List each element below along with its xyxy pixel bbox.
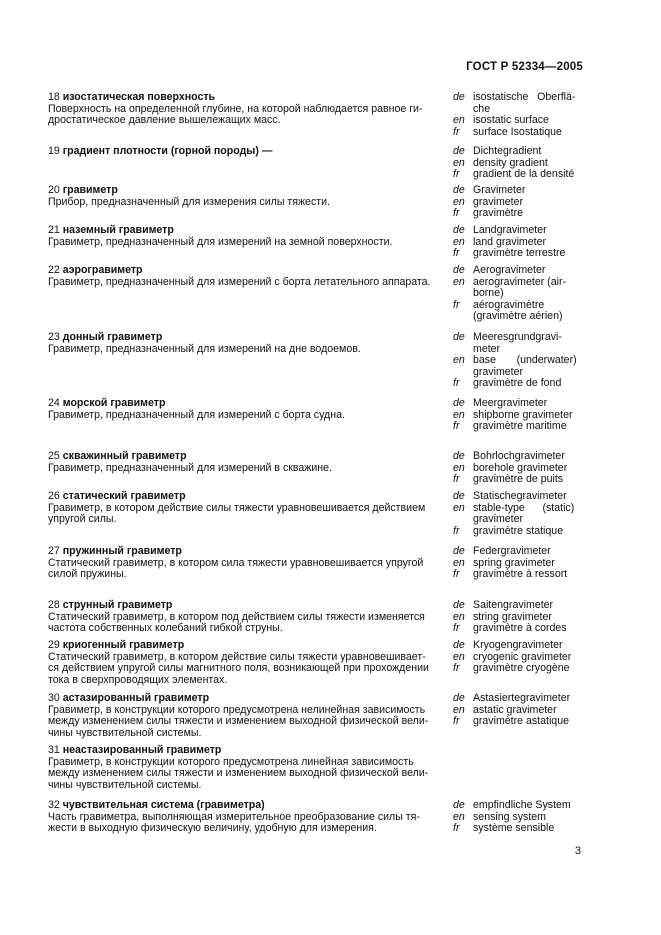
equivalent-row [453, 185, 583, 197]
language-code: fr [453, 247, 460, 259]
equivalent-term: gravimeter [473, 195, 524, 208]
document-header: ГОСТ Р 52334—2005 [466, 61, 583, 73]
term-definition-line: между изменением силы тяжести и изменением выходной физической вели- [48, 715, 429, 727]
equivalent-term: gravimeter [473, 513, 524, 525]
term-number: 26 [48, 490, 60, 502]
term-number: 20 [48, 184, 60, 196]
language-code: de [453, 545, 465, 557]
equivalent-term: astatic gravimeter [473, 703, 557, 716]
language-code: en [453, 156, 465, 169]
equivalent-term: borne) [473, 287, 504, 299]
term-entry [48, 184, 583, 219]
equivalent-term: aérogravimètre [473, 298, 545, 311]
term-heading [48, 185, 444, 197]
term-definition-line: Поверхность на определенной глубине, на которой наблюдается равное ги- [48, 102, 423, 115]
equivalent-term: Statischegravimeter [473, 490, 567, 502]
equivalent-term: Astasiertegravimeter [473, 692, 571, 704]
equivalent-row [453, 92, 583, 104]
term-definition-line: силой пружины. [48, 568, 127, 580]
term-entry [48, 546, 583, 581]
term-definition-line: частота собственных колебаний гибкой струны. [48, 622, 283, 634]
language-code: fr [453, 524, 460, 537]
term-number: 24 [48, 397, 60, 409]
foreign-equivalents [453, 600, 583, 635]
language-code [453, 514, 473, 526]
equivalent-term: gravimètre maritime [473, 420, 567, 432]
language-code: en [453, 501, 465, 514]
equivalent-row [453, 623, 583, 635]
equivalent-row [453, 355, 583, 367]
equivalent-row [453, 169, 583, 181]
term-definition-line: Гравиметр, в конструкции которого предусмотрена линейная зависимость [48, 755, 414, 768]
term-definition-line: Гравиметр, предназначенный для измерений в скважине. [48, 461, 332, 474]
equivalent-term: Dichtegradient [473, 145, 542, 157]
equivalent-term: Landgravimeter [473, 224, 547, 236]
term-definition-line: Часть гравиметра, выполняющая измерительное преобразование силы тя- [48, 810, 420, 823]
equivalent-term: gravimètre [473, 207, 524, 219]
equivalent-term: Kryogengravimeter [473, 639, 563, 651]
term-number: 23 [48, 331, 60, 343]
term-definition-line: Гравиметр, в котором действие силы тяжести уравновешивается действием [48, 501, 426, 514]
term-definition-line: чины чувствительной системы. [48, 778, 202, 791]
language-code: en [453, 275, 465, 288]
language-code: en [453, 650, 465, 663]
term-entry [48, 264, 583, 322]
language-code: de [453, 397, 465, 409]
term-definition-line: тока в сверхпроводящих элементах. [48, 673, 228, 686]
equivalent-term: aerogravimeter (air- [473, 275, 567, 288]
equivalent-row [453, 716, 583, 728]
language-code: de [453, 639, 465, 651]
term-entry [48, 331, 583, 389]
term-heading [48, 92, 444, 104]
equivalent-term: Meeresgrundgravi- [473, 331, 562, 343]
term-number: 21 [48, 224, 60, 236]
equivalent-term: gravimètre astatique [473, 715, 569, 727]
term-entry [48, 224, 583, 259]
equivalent-row [453, 288, 583, 300]
equivalent-term: base (underwater) [473, 354, 577, 366]
equivalent-row [453, 451, 583, 463]
equivalent-term: (gravimètre aérien) [473, 310, 563, 322]
equivalent-row [453, 248, 583, 260]
equivalent-row [453, 546, 583, 558]
term-heading [48, 745, 444, 757]
language-code: en [453, 703, 465, 716]
language-code: fr [453, 125, 460, 138]
equivalent-term: isostatische Oberflä- [473, 91, 576, 103]
equivalent-row [453, 378, 583, 390]
equivalent-term: Meergravimeter [473, 397, 548, 409]
language-code: en [453, 114, 465, 126]
term-entry [48, 745, 583, 791]
term-heading [48, 693, 444, 705]
term-ru [48, 745, 444, 791]
equivalent-term: gradient de la densité [473, 168, 575, 180]
term-number: 31 [48, 744, 60, 756]
equivalent-term: système sensible [473, 822, 555, 834]
equivalent-term: Aerogravimeter [473, 264, 546, 276]
equivalent-term: Bohrlochgravimeter [473, 450, 565, 462]
equivalent-row [453, 640, 583, 652]
equivalent-row [453, 311, 583, 323]
language-code: de [453, 799, 465, 811]
equivalent-row [453, 474, 583, 486]
language-code: fr [453, 662, 460, 674]
term-ru [48, 640, 444, 686]
term-definition-line: между изменением силы тяжести и изменением выходной физической вели- [48, 767, 429, 779]
language-code: fr [453, 568, 460, 580]
equivalent-row [453, 663, 583, 675]
term-ru [48, 225, 444, 248]
equivalent-term: gravimètre de puits [473, 473, 564, 485]
equivalent-row [453, 115, 583, 127]
term-definition-line: Гравиметр, предназначенный для измерений на земной поверхности. [48, 235, 393, 248]
language-code: fr [453, 715, 460, 727]
language-code: de [453, 331, 465, 343]
term-entry [48, 600, 583, 635]
term-name: статический гравиметр [62, 490, 186, 502]
page-number: 3 [574, 845, 581, 857]
term-heading [48, 800, 444, 812]
equivalent-term: spring gravimeter [473, 556, 555, 569]
term-name: морской гравиметр [62, 397, 166, 409]
language-code: en [453, 610, 465, 623]
term-number: 29 [48, 639, 60, 651]
equivalent-row [453, 421, 583, 433]
term-definition-line: Статический гравиметр, в котором под действием силы тяжести изменяется [48, 610, 425, 623]
term-heading [48, 491, 444, 503]
equivalent-term: land gravimeter [473, 235, 547, 248]
equivalent-term: gravimètre à ressort [473, 568, 568, 580]
term-definition-line: Прибор, предназначенный для измерения силы тяжести. [48, 195, 330, 208]
language-code: en [453, 461, 465, 474]
foreign-equivalents [453, 225, 583, 260]
equivalent-row [453, 600, 583, 612]
term-definition-line: дростатическое давление вышележащих масс. [48, 114, 281, 126]
equivalent-term: density gradient [473, 156, 548, 169]
term-heading [48, 146, 444, 158]
term-number: 27 [48, 545, 60, 557]
term-definition-line: чины чувствительной системы. [48, 726, 202, 739]
foreign-equivalents [453, 398, 583, 433]
term-name: градиент плотности (горной породы) — [62, 145, 273, 157]
term-heading [48, 225, 444, 237]
language-code: de [453, 264, 465, 276]
term-ru [48, 451, 444, 474]
term-name: струнный гравиметр [62, 599, 173, 611]
equivalent-row [453, 265, 583, 277]
term-definition-line: упругой силы. [48, 513, 117, 525]
equivalent-term: surface Isostatique [473, 125, 562, 138]
term-heading [48, 398, 444, 410]
term-number: 30 [48, 692, 60, 704]
equivalent-row [453, 569, 583, 581]
term-entry [48, 693, 583, 739]
language-code [453, 311, 473, 323]
term-ru [48, 600, 444, 635]
term-heading [48, 332, 444, 344]
language-code: en [453, 235, 465, 248]
equivalent-term: borehole gravimeter [473, 461, 568, 474]
term-ru [48, 491, 444, 526]
term-name: донный гравиметр [62, 331, 163, 343]
equivalent-term: sensing system [473, 810, 547, 823]
term-name: криогенный гравиметр [62, 639, 185, 651]
equivalent-term: che [473, 102, 491, 115]
foreign-equivalents [453, 265, 583, 323]
term-definition-line: Гравиметр, предназначенный для измерений с борта летательного аппарата. [48, 275, 431, 288]
term-entry [48, 490, 583, 537]
equivalent-term: isostatic surface [473, 114, 549, 126]
term-definition-line: жести в выходную физическую величину, удобную для измерения. [48, 822, 377, 834]
term-number: 28 [48, 599, 60, 611]
term-heading [48, 265, 444, 277]
language-code: de [453, 490, 465, 502]
term-definition-line: Статический гравиметр, в котором сила тяжести уравновешивается упругой [48, 556, 424, 569]
term-entry [48, 640, 583, 686]
equivalent-row [453, 225, 583, 237]
language-code: de [453, 450, 465, 462]
equivalent-term: gravimètre terrestre [473, 247, 566, 259]
term-number: 18 [48, 91, 60, 103]
language-code: fr [453, 420, 460, 432]
language-code: de [453, 599, 465, 611]
term-definition-line: Гравиметр, предназначенный для измерений с борта судна. [48, 408, 345, 421]
foreign-equivalents [453, 693, 583, 728]
term-name: астазированный гравиметр [62, 692, 210, 704]
language-code: fr [453, 377, 460, 389]
term-ru [48, 546, 444, 581]
language-code: fr [453, 473, 460, 485]
language-code: en [453, 556, 465, 569]
language-code: fr [453, 622, 460, 634]
term-name: чувствительная система (гравиметра) [62, 799, 265, 811]
equivalent-term: Gravimeter [473, 184, 526, 196]
equivalent-term: Saitengravimeter [473, 599, 554, 611]
term-entry [48, 145, 583, 180]
term-heading [48, 640, 444, 652]
equivalent-row [453, 491, 583, 503]
term-number: 25 [48, 450, 60, 462]
equivalent-term: shipborne gravimeter [473, 408, 573, 421]
language-code: en [453, 810, 465, 823]
term-number: 19 [48, 145, 60, 157]
language-code: de [453, 91, 465, 103]
foreign-equivalents [453, 451, 583, 486]
foreign-equivalents [453, 92, 583, 138]
term-entry [48, 397, 583, 432]
term-name: неастазированный гравиметр [62, 744, 222, 756]
equivalent-row [453, 693, 583, 705]
term-definition-line: Гравиметр, предназначенный для измерений на дне водоемов. [48, 342, 361, 355]
foreign-equivalents [453, 800, 583, 835]
term-definition-line: Статический гравиметр, в котором действие силы тяжести уравновешивает- [48, 650, 426, 663]
equivalent-term: gravimeter [473, 365, 524, 378]
term-ru [48, 693, 444, 739]
equivalent-row [453, 146, 583, 158]
term-entry [48, 800, 583, 835]
equivalent-term: gravimètre à cordes [473, 622, 567, 634]
term-name: аэрогравиметр [62, 264, 143, 276]
language-code [453, 288, 473, 300]
equivalent-term: stable-type (static) [473, 501, 575, 514]
foreign-equivalents [453, 332, 583, 390]
term-ru [48, 92, 444, 127]
foreign-equivalents [453, 546, 583, 581]
language-code: de [453, 224, 465, 236]
term-name: гравиметр [62, 184, 118, 196]
term-heading [48, 600, 444, 612]
equivalent-term: meter [473, 342, 501, 355]
term-ru [48, 332, 444, 355]
language-code: de [453, 692, 465, 704]
term-number: 32 [48, 799, 60, 811]
term-heading [48, 546, 444, 558]
term-name: наземный гравиметр [62, 224, 174, 236]
equivalent-row [453, 332, 583, 344]
term-number: 22 [48, 264, 60, 276]
language-code: en [453, 195, 465, 208]
language-code: de [453, 145, 465, 157]
equivalent-term: cryogenic gravimeter [473, 650, 572, 663]
foreign-equivalents [453, 185, 583, 220]
language-code: fr [453, 168, 460, 180]
equivalent-row [453, 823, 583, 835]
term-heading [48, 451, 444, 463]
equivalent-row [453, 127, 583, 139]
term-name: пружинный гравиметр [62, 545, 182, 557]
equivalent-term: Federgravimeter [473, 545, 551, 557]
term-definition-line: ся действием упругой силы магнитного поля, возникающей при прохождении [48, 662, 429, 674]
foreign-equivalents [453, 491, 583, 537]
language-code: fr [453, 298, 460, 311]
term-name: изостатическая поверхность [62, 91, 216, 103]
equivalent-term: empfindliche System [473, 799, 571, 811]
equivalent-row [453, 800, 583, 812]
equivalent-row [453, 526, 583, 538]
term-ru [48, 146, 444, 158]
equivalent-row [453, 398, 583, 410]
equivalent-term: gravimètre cryogène [473, 662, 570, 674]
term-ru [48, 398, 444, 421]
equivalent-row [453, 514, 583, 526]
term-ru [48, 185, 444, 208]
term-ru [48, 800, 444, 835]
equivalent-row [453, 208, 583, 220]
language-code: fr [453, 207, 460, 219]
term-entry [48, 450, 583, 485]
language-code: de [453, 184, 465, 196]
foreign-equivalents [453, 146, 583, 181]
term-ru [48, 265, 444, 288]
term-definition-line: Гравиметр, в конструкции которого предусмотрена нелинейная зависимость [48, 703, 426, 716]
language-code: en [453, 354, 465, 366]
term-entry [48, 91, 583, 138]
foreign-equivalents [453, 640, 583, 675]
term-name: скважинный гравиметр [62, 450, 187, 462]
equivalent-term: gravimètre de fond [473, 377, 562, 389]
language-code: fr [453, 822, 460, 834]
equivalent-term: string gravimeter [473, 610, 552, 623]
equivalent-term: gravimètre statique [473, 524, 564, 537]
language-code: en [453, 408, 465, 421]
